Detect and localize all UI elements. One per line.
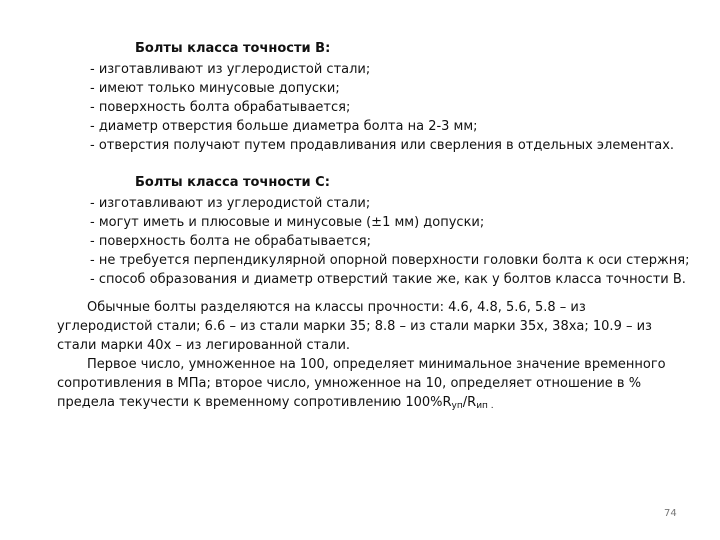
class-c-item: - изготавливают из углеродистой стали;: [90, 196, 371, 211]
class-b-item: - диаметр отверстия больше диаметра болта на 2-3 мм;: [90, 119, 478, 134]
paragraph-end: .: [487, 401, 494, 411]
class-c-heading: Болты класса точности С:: [135, 175, 330, 190]
subscript-ip: ип: [476, 401, 488, 411]
class-b-item: - изготавливают из углеродистой стали;: [90, 62, 371, 77]
class-c-item: - поверхность болта не обрабатывается;: [90, 234, 371, 249]
class-b-section: [90, 39, 700, 155]
class-c-item: - способ образования и диаметр отверстий такие же, как у болтов класса точности В.: [90, 272, 686, 287]
number-meaning-text: Первое число, умноженное на 100, определяет минимальное значение временного сопротивления в МПа; второе число, умноженное на 10, определяет отношение в % предела текучести к временному сопротивлению 100%R: [57, 357, 666, 410]
class-b-item: - поверхность болта обрабатывается;: [90, 100, 351, 115]
ratio-slash: /R: [462, 395, 477, 410]
subscript-up: уп: [451, 401, 463, 411]
class-c-section: [90, 173, 700, 289]
body-text: [57, 298, 677, 416]
class-c-item: - не требуется перпендикулярной опорной поверхности головки болта к оси стержня;: [90, 253, 690, 268]
class-c-item: - могут иметь и плюсовые и минусовые (±1 мм) допуски;: [90, 215, 485, 230]
number-meaning-paragraph: [57, 355, 677, 416]
class-b-item: - отверстия получают путем продавливания или сверления в отдельных элементах.: [90, 138, 675, 153]
class-b-item: - имеют только минусовые допуски;: [90, 81, 340, 96]
page-number: 74: [664, 508, 677, 519]
strength-classes-paragraph: Обычные болты разделяются на классы прочности: 4.6, 4.8, 5.6, 5.8 – из углеродистой стали; 6.6 – из стали марки 35; 8.8 – из стали марки 35х, 38ха; 10.9 – из стали марки 40х – из легированной стали.: [57, 300, 652, 353]
class-b-heading: Болты класса точности В:: [135, 41, 331, 56]
